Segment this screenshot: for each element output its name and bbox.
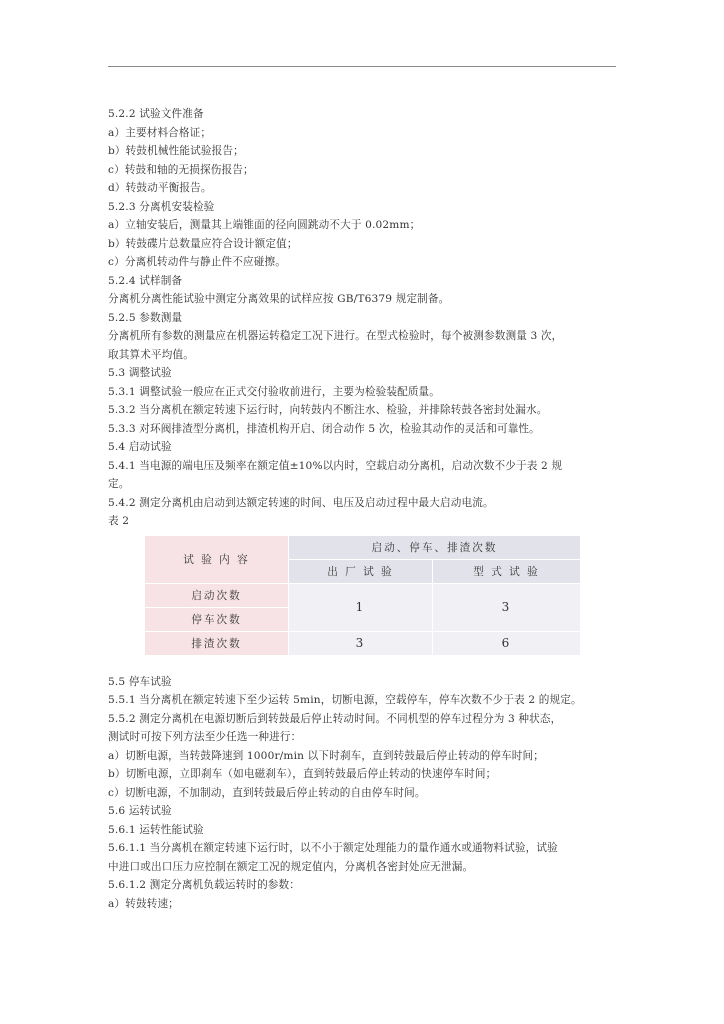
header-rule	[108, 66, 616, 67]
document-body	[108, 105, 616, 913]
section-heading-5-2-2: 5.2.2 试验文件准备	[108, 108, 204, 120]
paragraph: 5.3.3 对环阀排渣型分离机，排渣机构开启、闭合动作 5 次，检验其动作的灵活和可靠性。	[108, 422, 540, 435]
paragraph: 5.4.1 当电源的端电压及频率在额定值±10%以内时，空载启动分离机，启动次数不少于表 2 规	[108, 459, 563, 472]
table-2	[144, 535, 580, 651]
list-item: a）切断电源，当转鼓降速到 1000r/min 以下时刹车，直到转鼓最后停止转动的停车时间；	[108, 749, 544, 762]
paragraph: 5.5.1 当分离机在额定转速下至少运转 5min，切断电源，空载停车，停车次数不少于表 2 的规定。	[108, 694, 582, 706]
paragraph-continuation: 取其算术平均值。	[108, 348, 194, 361]
list-item: b）转鼓机械性能试验报告；	[108, 145, 244, 157]
paragraph: 5.3.2 当分离机在额定转速下运行时，向转鼓内不断注水、检验，并排除转鼓各密封处漏水。	[108, 404, 548, 416]
table-cell-discharge-type: 6	[433, 631, 581, 655]
table-row-header: 试 验 内 容	[145, 535, 289, 583]
paragraph: 5.3.1 调整试验一般应在正式交付验收前进行，主要为检验装配质量。	[108, 385, 441, 398]
paragraph: 分离机所有参数的测量应在机器运转稳定工况下进行。在型式检验时，每个被测参数测量 3 次，	[108, 330, 563, 342]
list-item: c）转鼓和轴的无损探伤报告；	[108, 163, 254, 176]
paragraph: 分离机分离性能试验中测定分离效果的试样应按 GB/T6379 规定制备。	[108, 293, 450, 305]
table-row-stop-count: 停车次数	[145, 607, 289, 631]
table-cell-start-stop-factory: 1	[289, 583, 433, 631]
table-col-factory-test: 出 厂 试 验	[289, 559, 433, 583]
table-cell-start-stop-type: 3	[433, 583, 581, 631]
table-row-discharge-count: 排渣次数	[145, 631, 289, 655]
list-item: a）立轴安装后，测量其上端锥面的径向圆跳动不大于 0.02mm；	[108, 219, 421, 231]
section-heading-5-3: 5.3 调整试验	[108, 367, 172, 379]
section-heading-5-2-3: 5.2.3 分离机安装检验	[108, 200, 215, 213]
paragraph-continuation: 测试时可按下列方法至少任选一种进行：	[108, 731, 302, 743]
paragraph: 5.6.1.2 测定分离机负载运转时的参数：	[108, 879, 301, 891]
paragraph-continuation: 定。	[108, 478, 130, 490]
list-item: a）转鼓转速；	[108, 897, 179, 910]
section-heading-5-2-5: 5.2.5 参数测量	[108, 311, 183, 324]
table-row-start-count: 启动次数	[145, 583, 289, 607]
table-cell-discharge-factory: 3	[289, 631, 433, 655]
section-heading-5-6-1: 5.6.1 运转性能试验	[108, 823, 204, 836]
paragraph: 5.6.1.1 当分离机在额定转速下运行时，以不小于额定处理能力的量作通水或通物料试验，试验	[108, 842, 558, 854]
list-item: a）主要材料合格证；	[108, 126, 212, 139]
table-grid	[144, 535, 581, 656]
section-heading-5-2-4: 5.2.4 试样制备	[108, 274, 183, 287]
list-item: c）分离机转动件与静止件不应碰擦。	[108, 256, 286, 268]
paragraph: 5.4.2 测定分离机由启动到达额定转速的时间、电压及启动过程中最大启动电流。	[108, 496, 494, 509]
table-col-type-test: 型 式 试 验	[433, 559, 581, 583]
list-item: b）切断电源，立即刹车（如电磁刹车），直到转鼓最后停止转动的快速停车时间；	[108, 768, 497, 780]
paragraph-continuation: 中进口或出口压力应控制在额定工况的规定值内，分离机各密封处应无泄漏。	[108, 860, 474, 873]
list-item: c）切断电源，不加制动，直到转鼓最后停止转动的自由停车时间。	[108, 786, 426, 799]
section-heading-5-4: 5.4 启动试验	[108, 441, 172, 453]
section-heading-5-6: 5.6 运转试验	[108, 805, 172, 817]
list-item: d）转鼓动平衡报告。	[108, 182, 212, 194]
table-group-header: 启动、停车、排渣次数	[289, 535, 581, 559]
section-heading-5-5: 5.5 停车试验	[108, 675, 172, 688]
table-caption: 表 2	[108, 515, 130, 527]
list-item: b）转鼓碟片总数量应符合设计额定值；	[108, 237, 298, 250]
paragraph: 5.5.2 测定分离机在电源切断后到转鼓最后停止转动时间。不同机型的停车过程分为 3 种状态，	[108, 712, 562, 725]
